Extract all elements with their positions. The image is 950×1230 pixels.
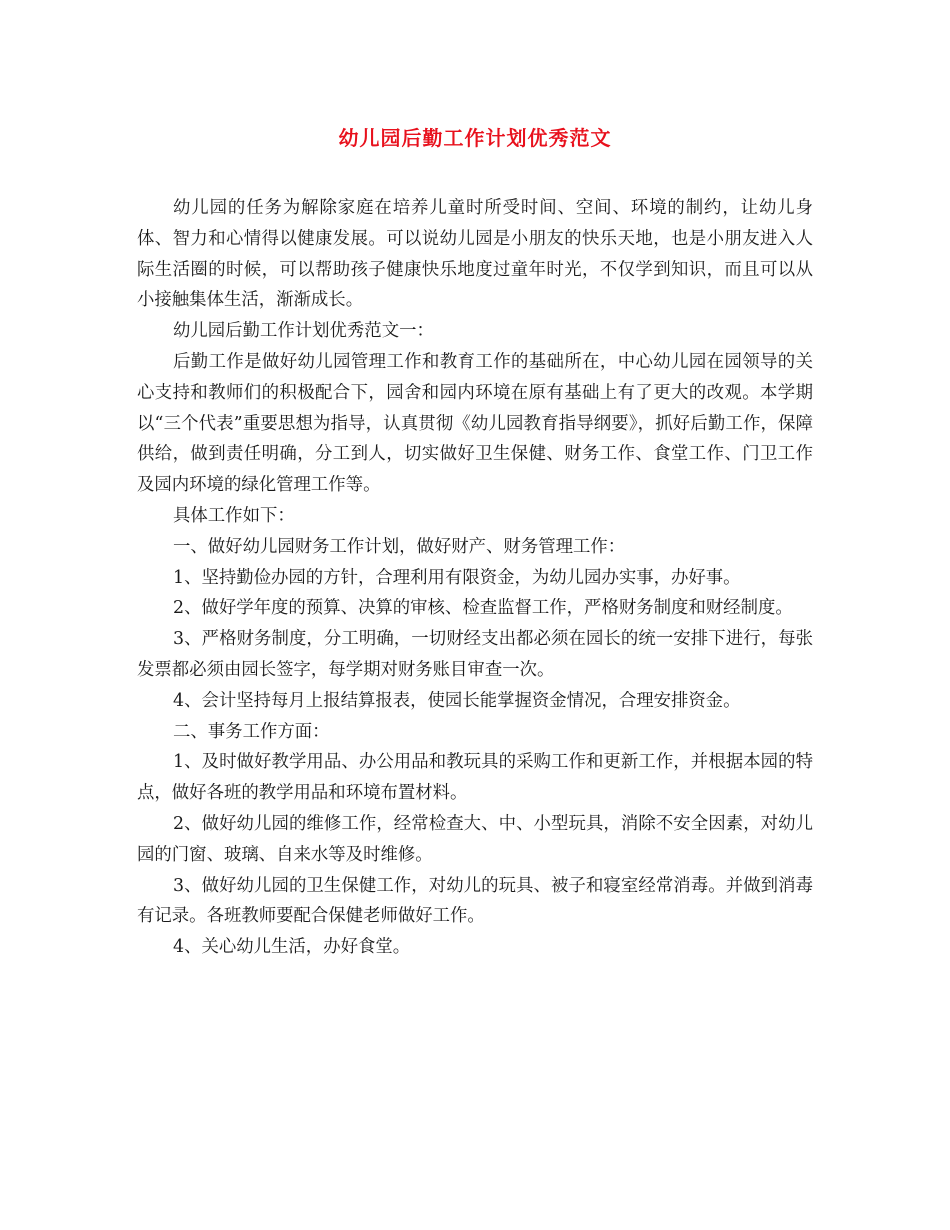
section-heading-finance: 一、做好幼儿园财务工作计划，做好财产、财务管理工作： bbox=[173, 536, 626, 557]
list-item-finance-1: 1、坚持勤俭办园的方针，合理利用有限资金，为幼儿园办实事，办好事。 bbox=[173, 567, 741, 588]
list-item-affairs-2: 2、做好幼儿园的维修工作，经常检查大、中、小型玩具，消除不安全因素，对幼儿园的门窗、玻璃、自来水等及时维修。 bbox=[137, 813, 813, 865]
paragraph-logistics-overview: 后勤工作是做好幼儿园管理工作和教育工作的基础所在，中心幼儿园在园领导的关心支持和教师们的积极配合下，园舍和园内环境在原有基础上有了更大的改观。本学期以“三个代表”重要思想为指导，认真贯彻《幼儿园教育指导纲要》，抓好后勤工作，保障供给，做到责任明确，分工到人，切实做好卫生保健、财务工作、食堂工作、门卫工作及园内环境的绿化管理工作等。 bbox=[137, 351, 813, 496]
list-item-affairs-3: 3、做好幼儿园的卫生保健工作，对幼儿的玩具、被子和寝室经常消毒。并做到消毒有记录。各班教师要配合保健老师做好工作。 bbox=[137, 875, 813, 927]
paragraph-intro: 幼儿园的任务为解除家庭在培养儿童时所受时间、空间、环境的制约，让幼儿身体、智力和心情得以健康发展。可以说幼儿园是小朋友的快乐天地，也是小朋友进入人际生活圈的时候，可以帮助孩子健康快乐地度过童年时光，不仅学到知识，而且可以从小接触集体生活，渐渐成长。 bbox=[137, 198, 813, 311]
list-item-affairs-4: 4、关心幼儿生活，办好食堂。 bbox=[173, 937, 411, 958]
list-item-finance-3: 3、严格财务制度，分工明确，一切财经支出都必须在园长的统一安排下进行，每张发票都必须由园长签字，每学期对财务账目审查一次。 bbox=[137, 629, 813, 680]
list-item-finance-2: 2、做好学年度的预算、决算的审核、检查监督工作，严格财务制度和财经制度。 bbox=[173, 598, 793, 619]
section-heading-affairs: 二、事务工作方面： bbox=[173, 721, 330, 742]
list-item-affairs-1: 1、及时做好教学用品、办公用品和教玩具的采购工作和更新工作，并根据本园的特点，做好各班的教学用品和环境布置材料。 bbox=[137, 752, 813, 804]
paragraph-specifics-heading: 具体工作如下： bbox=[173, 505, 295, 526]
document-body bbox=[137, 193, 813, 963]
list-item-finance-4: 4、会计坚持每月上报结算报表，使园长能掌握资金情况，合理安排资金。 bbox=[173, 690, 741, 711]
paragraph-sample-heading: 幼儿园后勤工作计划优秀范文一： bbox=[173, 321, 434, 342]
document-title: 幼儿园后勤工作计划优秀范文 bbox=[338, 126, 612, 150]
